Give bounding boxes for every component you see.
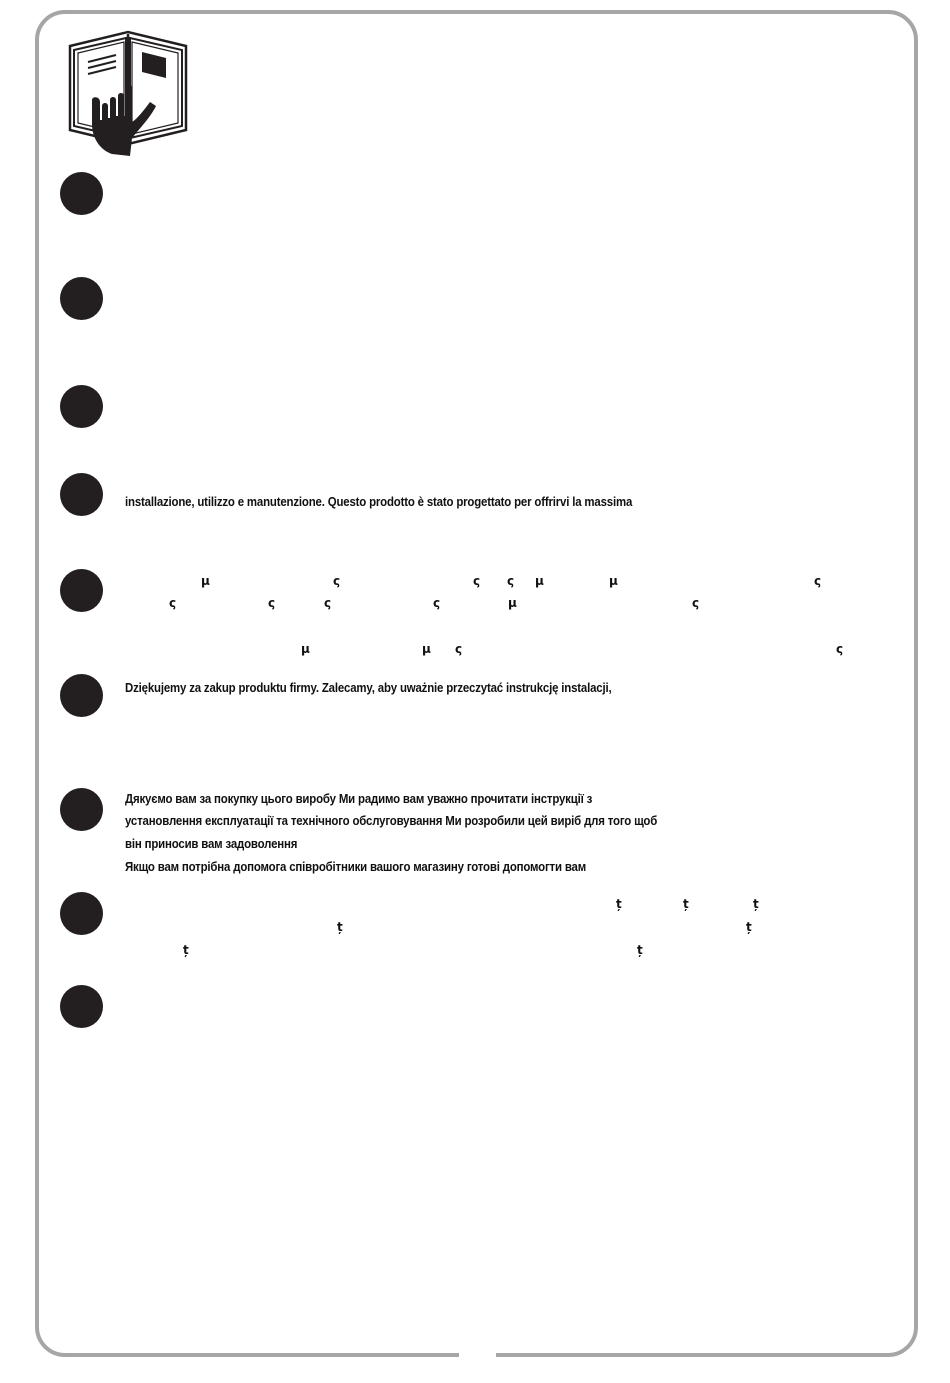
greek-glyph: ς <box>692 596 700 610</box>
language-bullet-9 <box>60 985 103 1028</box>
language-bullet-6 <box>60 674 103 717</box>
greek-glyph: ς <box>268 596 276 610</box>
ukrainian-text-line: установлення експлуатації та технічного обслуговування Ми розробили цей виріб для того щоб <box>125 813 658 828</box>
greek-glyph: ς <box>333 574 341 588</box>
greek-glyph: ς <box>836 642 844 656</box>
italian-text-line: installazione, utilizzo e manutenzione. Questo prodotto è stato progettato per offrirvi la massima <box>125 494 633 509</box>
border-gap <box>459 1350 496 1364</box>
language-bullet-4 <box>60 473 103 516</box>
greek-glyph: ς <box>473 574 481 588</box>
romanian-glyph: ț <box>183 943 189 957</box>
greek-glyph: ς <box>169 596 177 610</box>
read-manual-icon <box>66 26 192 158</box>
greek-glyph: ς <box>433 596 441 610</box>
ukrainian-text-line: Якщо вам потрібна допомога співробітники вашого магазину готові допомогти вам <box>125 859 587 874</box>
language-bullet-2 <box>60 277 103 320</box>
language-bullet-1 <box>60 172 103 215</box>
greek-glyph: ς <box>814 574 822 588</box>
greek-glyph: μ <box>301 642 310 656</box>
greek-glyph: ς <box>455 642 463 656</box>
language-bullet-8 <box>60 892 103 935</box>
greek-glyph: μ <box>508 596 517 610</box>
polish-text-line: Dziękujemy za zakup produktu firmy. Zalecamy, aby uważnie przeczytać instrukcję instalacji, <box>125 680 612 695</box>
greek-glyph: μ <box>609 574 618 588</box>
language-bullet-5 <box>60 569 103 612</box>
greek-glyph: μ <box>201 574 210 588</box>
language-bullet-7 <box>60 788 103 831</box>
greek-glyph: μ <box>422 642 431 656</box>
romanian-glyph: ț <box>746 920 752 934</box>
romanian-glyph: ț <box>683 897 689 911</box>
romanian-glyph: ț <box>616 897 622 911</box>
romanian-glyph: ț <box>637 943 643 957</box>
romanian-glyph: ț <box>753 897 759 911</box>
ukrainian-text-line: Дякуємо вам за покупку цього виробу Ми радимо вам уважно прочитати інструкції з <box>125 791 593 806</box>
romanian-glyph: ț <box>337 920 343 934</box>
greek-glyph: μ <box>535 574 544 588</box>
greek-glyph: ς <box>507 574 515 588</box>
greek-glyph: ς <box>324 596 332 610</box>
ukrainian-text-line: він приносив вам задоволення <box>125 836 298 851</box>
language-bullet-3 <box>60 385 103 428</box>
